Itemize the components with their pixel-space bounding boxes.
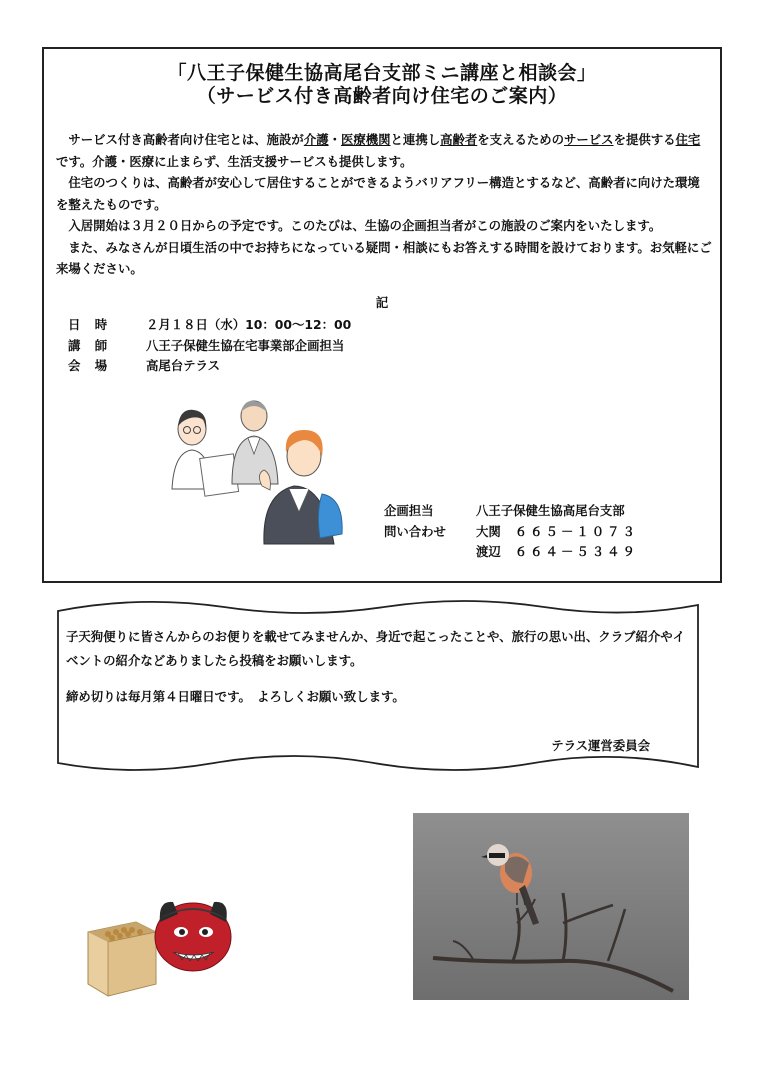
banner-line-1: 子天狗便りに皆さんからのお便りを載せてみませんか、身近で起こったことや、旅行の思い出、クラブ紹介やイベントの紹介などありましたら投稿をお願いします。: [66, 629, 686, 668]
planner-label: 企画担当: [384, 503, 434, 518]
ki-heading: 記: [375, 295, 389, 310]
inquiry-tel: ６６４－５３４９: [514, 544, 638, 559]
detail-datetime: [68, 315, 351, 336]
inquiry-label: 問い合わせ: [384, 523, 446, 539]
planner-value: 八王子保健生協高尾台支部: [476, 503, 625, 518]
detail-label: 日 時: [68, 317, 109, 332]
paragraph-3: 入居開始は３月２０日からの予定です。このたびは、生協の企画担当者がこの施設のご案内をいたします。: [68, 218, 662, 233]
banner-text: [66, 625, 690, 709]
detail-venue: [68, 356, 351, 377]
detail-value: 高尾台テラス: [146, 358, 220, 373]
paragraph-4: また、みなさんが日頃生活の中でお持ちになっている疑問・相談にもお答えする時間を設けております。お気軽にご来場ください。: [56, 239, 712, 276]
notice-box: [42, 47, 722, 583]
detail-lecturer: [68, 336, 351, 357]
submission-banner: [54, 597, 702, 777]
banner-line-2: 締め切りは毎月第４日曜日です。 よろしくお願い致します。: [66, 689, 405, 704]
inquiry-name: 大関: [476, 523, 501, 539]
detail-label: 会 場: [68, 358, 109, 373]
inquiry-tel: ６６５－１０７３: [514, 523, 638, 539]
paragraph-1: サービス付き高齢者向け住宅とは、施設が介護・医療機関と連携し高齢者を支えるためのサービスを提供する住宅です。介護・医療に止まらず、生活支援サービスも提供します。: [56, 132, 701, 169]
notice-subtitle: （サービス付き高齢者向け住宅のご案内）: [196, 85, 568, 107]
detail-label: 講 師: [68, 337, 109, 353]
paragraph-2: 住宅のつくりは、高齢者が安心して居住することができるようバリアフリー構造とするなど、高齢者に向けた環境を整えたものです。: [56, 175, 700, 212]
contact-block: [384, 501, 638, 563]
event-details: [68, 315, 351, 377]
shrike-on-branch-photo: [413, 813, 689, 1000]
contact-inquiry-1: [384, 522, 638, 543]
consultation-illustration: [144, 394, 344, 549]
notice-body: [56, 129, 712, 280]
banner-signature: テラス運営委員会: [551, 738, 650, 753]
detail-value: 八王子保健生協在宅事業部企画担当: [146, 337, 345, 353]
contact-planner: [384, 501, 638, 522]
notice-title: 「八王子保健生協高尾台支部ミニ講座と相談会」: [167, 62, 597, 84]
oni-mask-and-beans-image: [78, 892, 248, 1002]
contact-inquiry-2: [384, 542, 638, 563]
detail-value: ２月１８日（水）10：00〜12：00: [146, 317, 352, 332]
inquiry-name: 渡辺: [476, 544, 501, 559]
